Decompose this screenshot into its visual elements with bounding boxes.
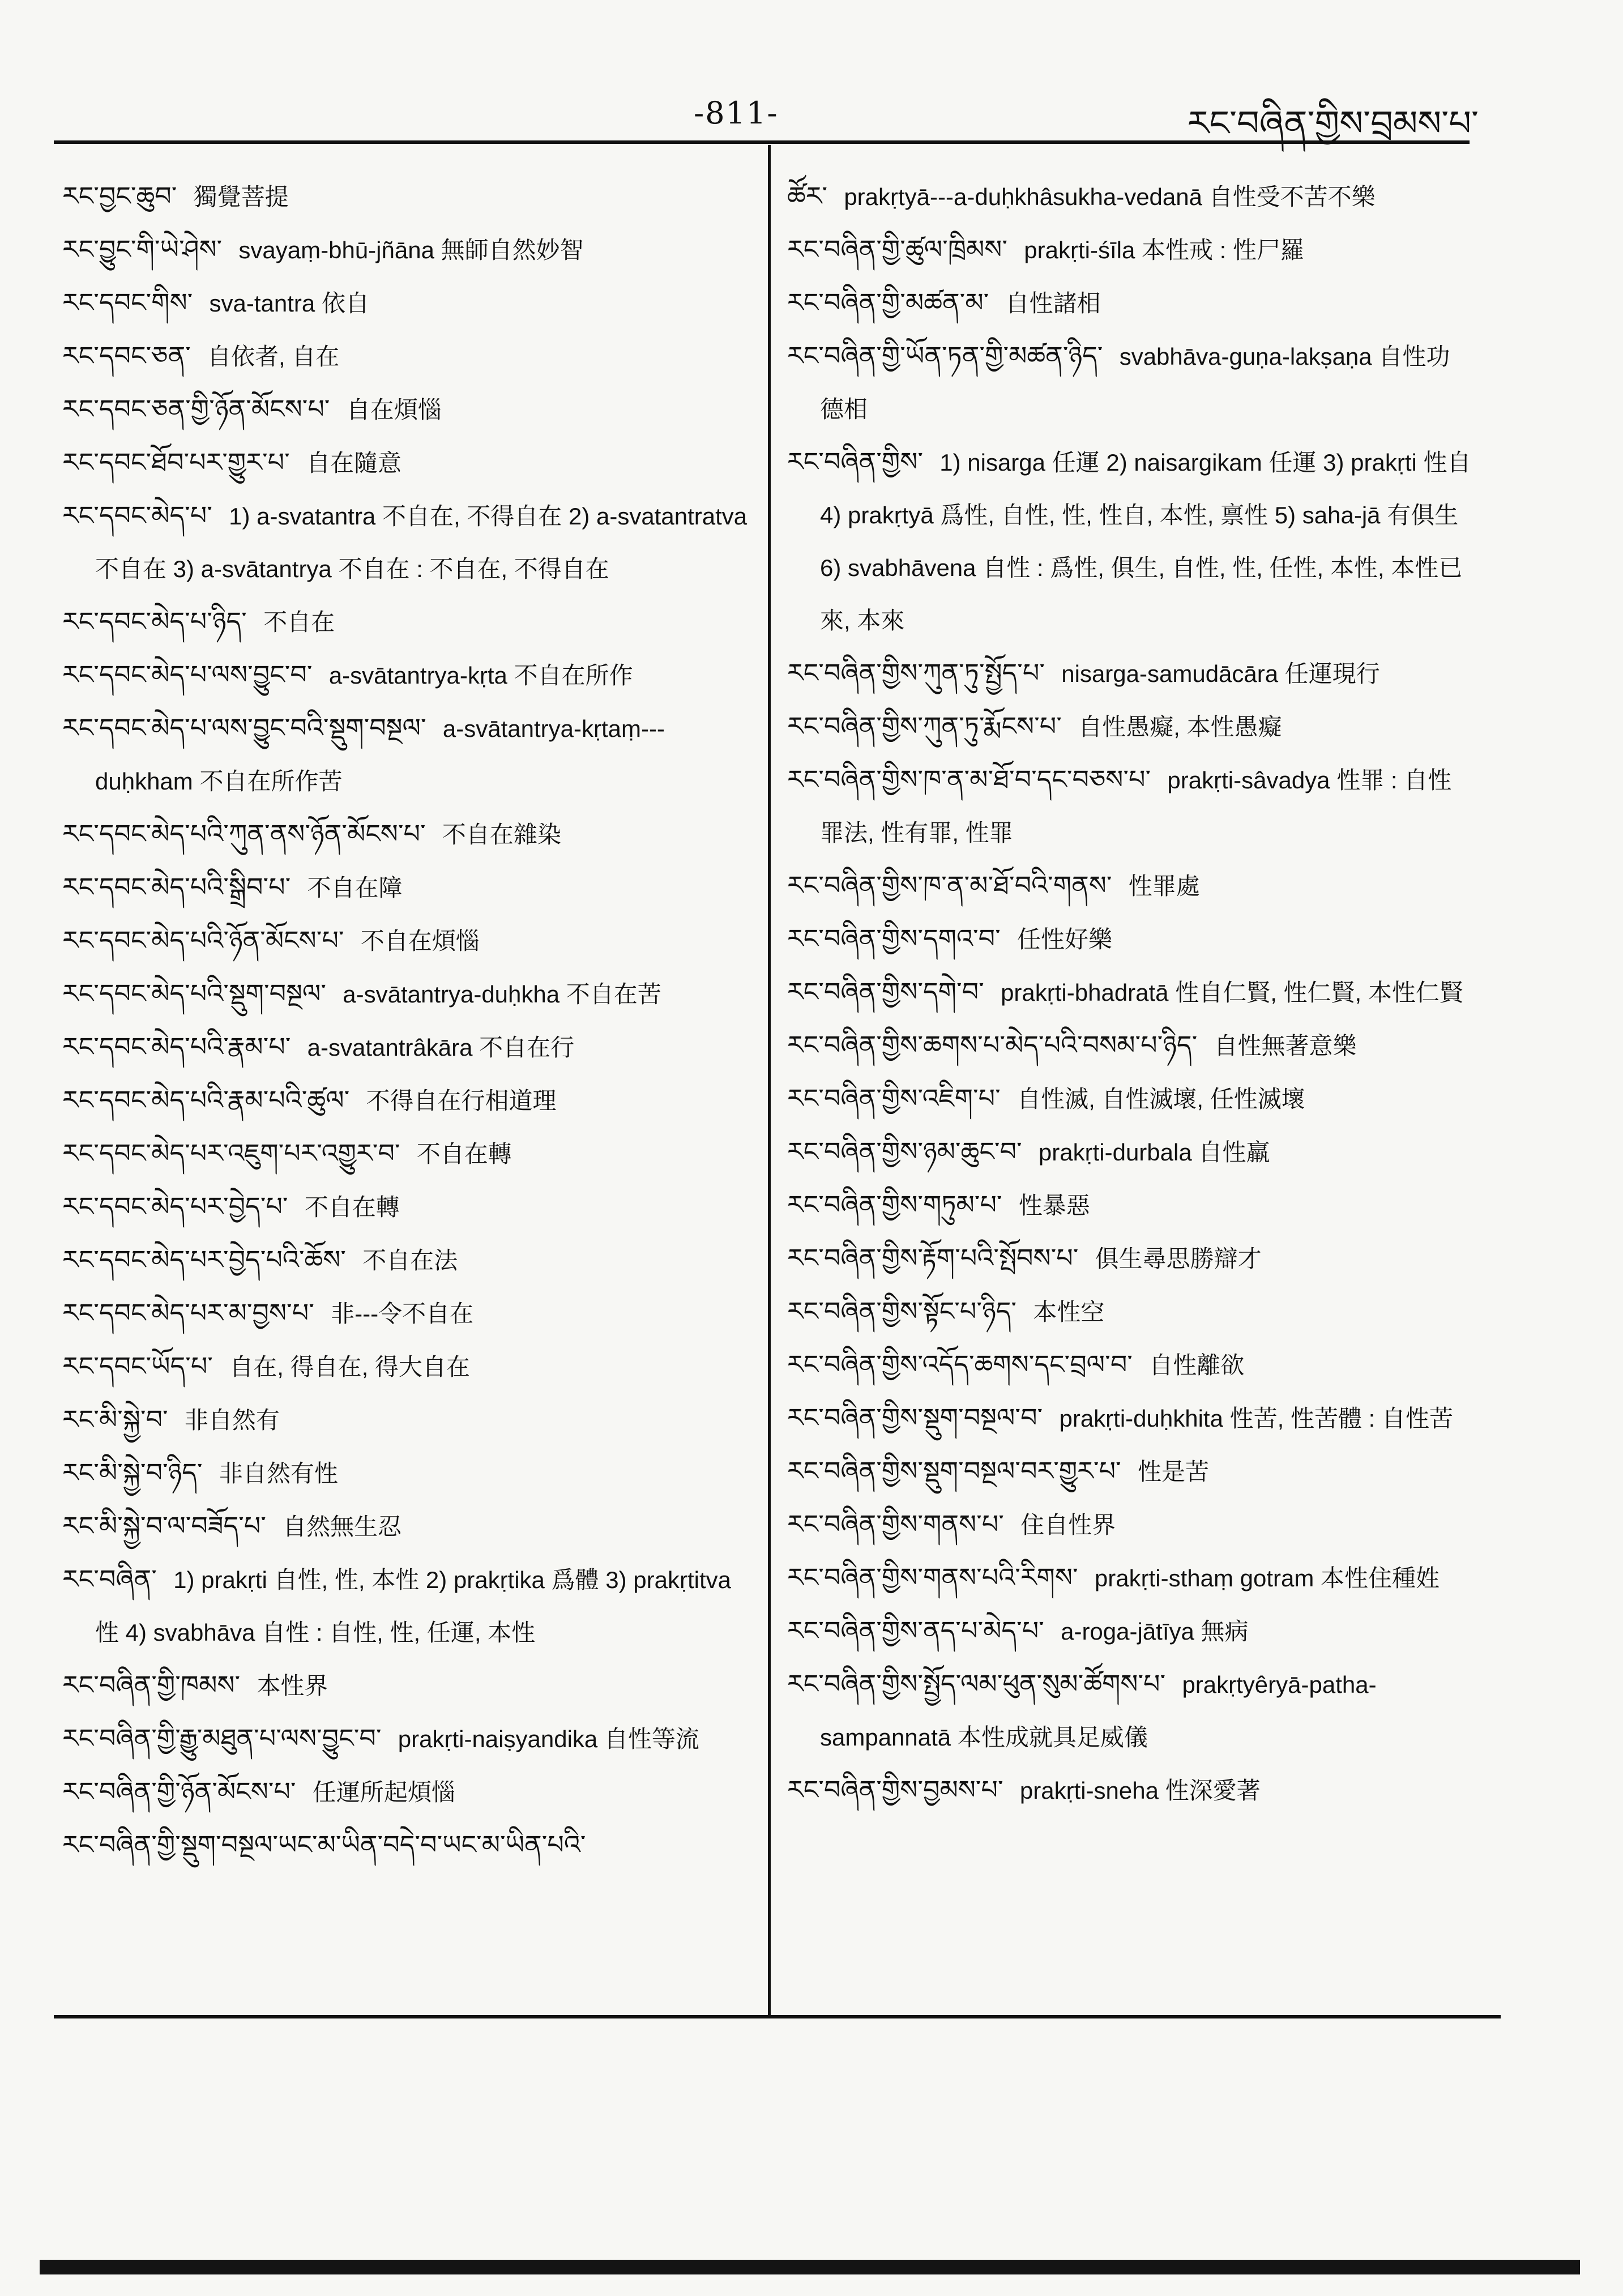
entry-gloss: 任性好樂 xyxy=(1017,926,1113,953)
dictionary-entry xyxy=(62,1659,750,1712)
entry-gloss: 自性滅, 自性滅壞, 任性滅壞 xyxy=(1017,1086,1305,1112)
entry-term: རང་བཞིན་གྱིས་འཇིག་པ་ xyxy=(787,1083,1001,1113)
dictionary-entry xyxy=(62,1127,750,1180)
dictionary-entry xyxy=(62,1234,750,1287)
dictionary-entry xyxy=(787,1392,1472,1445)
dictionary-entry xyxy=(787,1445,1472,1498)
entry-term: རང་དབང་མེད་པ་ལས་བྱུང་བའི་སྡུག་བསྔལ་ xyxy=(62,712,426,743)
dictionary-entry xyxy=(62,1393,750,1446)
dictionary-entry xyxy=(62,330,750,383)
dictionary-entry xyxy=(787,1498,1472,1551)
dictionary-entry xyxy=(787,647,1472,700)
entry-term: རང་དབང་མེད་པ་ལས་བྱུང་བ་ xyxy=(62,659,313,690)
column-divider xyxy=(768,145,771,2017)
entry-term: རང་བཞིན་གྱིས་དགའ་བ་ xyxy=(787,923,1001,954)
dictionary-entry xyxy=(62,1446,750,1500)
entry-gloss: nisarga-samudācāra 任運現行 xyxy=(1061,660,1380,687)
scan-edge-bar xyxy=(40,2260,1580,2274)
entry-term: རང་བཞིན་གྱིས་ནད་པ་མེད་པ་ xyxy=(787,1615,1044,1646)
entry-term: རང་བཞིན་གྱིས་འདོད་ཆགས་དང་བྲལ་བ་ xyxy=(787,1349,1133,1380)
dictionary-entry xyxy=(62,1765,750,1819)
entry-term: རང་བཞིན་གྱིས་གནས་པའི་རིགས་ xyxy=(787,1562,1078,1593)
entry-term: རང་བཞིན་གྱི་རྒྱུ་མཐུན་པ་ལས་བྱུང་བ་ xyxy=(62,1723,382,1753)
dictionary-entry xyxy=(787,1551,1472,1604)
entry-term: རང་བཞིན་གྱིས་རྟོག་པའི་སྤོབས་པ་ xyxy=(787,1243,1079,1273)
entry-gloss: 自性離欲 xyxy=(1149,1352,1245,1379)
dictionary-entry xyxy=(787,1338,1472,1392)
entry-gloss: prakṛti-sneha 性深愛著 xyxy=(1019,1777,1261,1804)
entry-term: རང་བཞིན་གྱིས་ཀུན་ཏུ་རྨོངས་པ་ xyxy=(787,711,1062,741)
dictionary-entry xyxy=(62,808,750,861)
dictionary-entry xyxy=(787,912,1472,966)
dictionary-entry xyxy=(787,859,1472,912)
entry-gloss: sva-tantra 依自 xyxy=(209,290,369,317)
entry-term: རང་བཞིན་གྱིས་ཁ་ན་མ་ཐོ་བའི་གནས་ xyxy=(787,870,1112,901)
entry-term: རང་བཞིན་གྱིས་སྤྱོད་ལམ་ཕུན་སུམ་ཚོགས་པ་ xyxy=(787,1668,1166,1699)
entry-gloss: 1) prakṛti 自性, 性, 本性 2) prakṛtika 爲體 3) prakṛtitva 性 4) svabhāva 自性 : 自性, 性, 任運, 本性 xyxy=(95,1567,731,1646)
entry-gloss: 自依者, 自在 xyxy=(207,343,340,370)
dictionary-entry xyxy=(62,648,750,702)
entry-gloss: a-svātantrya-kṛta 不自在所作 xyxy=(328,662,633,689)
entry-term: རང་བཞིན་གྱིས་ཁ་ན་མ་ཐོ་བ་དང་བཅས་པ་ xyxy=(787,764,1151,795)
entry-term: རང་མི་སྐྱེ་བ་ཉིད་ xyxy=(62,1457,203,1488)
entry-gloss: prakṛti-durbala 自性羸 xyxy=(1038,1139,1270,1166)
entry-gloss: 性暴惡 xyxy=(1018,1192,1090,1219)
entry-gloss: 非自然有性 xyxy=(219,1460,338,1487)
dictionary-entry xyxy=(62,861,750,914)
entry-term: རང་དབང་མེད་པར་འཇུག་པར་འགྱུར་བ་ xyxy=(62,1138,400,1168)
entry-gloss: a-roga-jātīya 無病 xyxy=(1061,1618,1249,1645)
entry-gloss: 自在, 得自在, 得大自在 xyxy=(229,1354,470,1380)
dictionary-entry xyxy=(787,966,1472,1019)
dictionary-entry xyxy=(787,330,1472,436)
dictionary-entry xyxy=(787,753,1472,859)
dictionary-entry xyxy=(787,1179,1472,1232)
entry-term: རང་བཞིན་གྱིས་ཆགས་པ་མེད་པའི་བསམ་པ་ཉིད་ xyxy=(787,1030,1198,1060)
header-rule xyxy=(54,140,1470,144)
entry-term: རང་མི་སྐྱེ་བ་ xyxy=(62,1404,168,1435)
entry-term: རང་བཞིན་གྱིས་ xyxy=(787,446,923,477)
entry-term: རང་བཞིན་གྱིས་སྡུག་བསྔལ་བ་ xyxy=(787,1402,1043,1433)
entry-gloss: 本性界 xyxy=(257,1672,328,1699)
entry-gloss: a-svatantrâkāra 不自在行 xyxy=(307,1034,575,1061)
entry-gloss: 不自在 xyxy=(263,609,335,635)
entry-term: རང་དབང་མེད་པ་ཉིད་ xyxy=(62,606,247,637)
entry-gloss: prakṛti-śīla 本性戒 : 性尸羅 xyxy=(1024,237,1304,263)
dictionary-entry xyxy=(62,595,750,648)
dictionary-entry xyxy=(62,276,750,330)
dictionary-entry xyxy=(62,1074,750,1127)
entry-gloss: 自然無生忍 xyxy=(283,1513,402,1540)
entry-term: རང་དབང་མེད་པར་མ་བྱས་པ་ xyxy=(62,1298,314,1328)
entry-gloss: 不自在轉 xyxy=(304,1194,400,1220)
entry-gloss: 性罪處 xyxy=(1128,873,1200,899)
entry-gloss: prakṛti-duḥkhita 性苦, 性苦體 : 自性苦 xyxy=(1059,1405,1453,1432)
dictionary-entry xyxy=(62,1340,750,1393)
dictionary-entry xyxy=(62,1553,750,1659)
entry-gloss: svayaṃ-bhū-jñāna 無師自然妙智 xyxy=(238,237,584,263)
entry-gloss: 自在煩惱 xyxy=(346,396,442,423)
entry-gloss: 不自在障 xyxy=(307,874,403,901)
entry-term: རང་བཞིན་གྱི་ཉོན་མོངས་པ་ xyxy=(62,1776,296,1807)
dictionary-entry xyxy=(787,276,1472,330)
dictionary-entry xyxy=(787,1658,1472,1764)
dictionary-entry xyxy=(787,1604,1472,1658)
entry-gloss: prakṛtyêryā-patha-sampannatā 本性成就具足威儀 xyxy=(820,1671,1377,1751)
entry-gloss: 非---令不自在 xyxy=(331,1300,474,1327)
entry-term: རང་བཞིན་གྱིས་དགེ་བ་ xyxy=(787,976,984,1007)
entry-gloss: prakṛti-naiṣyandika 自性等流 xyxy=(398,1726,699,1752)
entry-gloss: a-svātantrya-kṛtaṃ---duḥkham 不自在所作苦 xyxy=(95,715,665,795)
entry-term: རང་བཞིན་གྱིས་ཉམ་ཆུང་བ་ xyxy=(787,1136,1022,1167)
entry-term: རང་བཞིན་ xyxy=(62,1564,157,1594)
entry-gloss: 非自然有 xyxy=(184,1407,280,1433)
entry-term: རང་མི་སྐྱེ་བ་ལ་བཟོད་པ་ xyxy=(62,1510,266,1541)
entry-gloss: 自在隨意 xyxy=(306,450,402,476)
right-column xyxy=(787,170,1472,1817)
entry-term: རང་བྱུང་གི་ཡེ་ཤེས་ xyxy=(62,234,223,264)
entry-term: རང་བཞིན་གྱིས་ཀུན་ཏུ་སྤྱོད་པ་ xyxy=(787,658,1045,688)
running-head: རང་བཞིན་གྱིས་བྲམས་པ་ xyxy=(1187,103,1479,144)
entry-term: རང་དབང་མེད་པར་བྱེད་པ་ xyxy=(62,1191,288,1222)
entry-gloss: 自性無著意樂 xyxy=(1214,1032,1357,1059)
entry-gloss: prakṛti-sthaṃ gotram 本性住種姓 xyxy=(1094,1565,1440,1591)
entry-term: རང་དབང་མེད་པའི་ཀུན་ནས་ཉོན་མོངས་པ་ xyxy=(62,818,426,849)
entry-gloss: 性是苦 xyxy=(1137,1458,1209,1485)
entry-gloss: 不自在轉 xyxy=(416,1141,512,1167)
entry-term: རང་དབང་ཡོད་པ་ xyxy=(62,1351,213,1381)
entry-term: རང་དབང་ཅན་གྱི་ཉོན་མོངས་པ་ xyxy=(62,394,330,424)
entry-term: རང་དབང་མེད་པའི་རྣམ་པའི་ཚུལ་ xyxy=(62,1085,350,1115)
dictionary-entry xyxy=(787,1072,1472,1125)
entry-gloss: 俱生尋思勝辯才 xyxy=(1095,1245,1262,1272)
entry-term: རང་བཞིན་གྱི་མཚན་མ་ xyxy=(787,287,989,318)
entry-term: རང་དབང་མེད་པ་ xyxy=(62,500,212,531)
dictionary-entry xyxy=(787,170,1472,223)
entry-term: རང་བྱང་ཆུབ་ xyxy=(62,181,177,211)
entry-gloss: 任運所起煩惱 xyxy=(312,1779,455,1806)
entry-gloss: 不自在煩惱 xyxy=(360,928,480,954)
entry-gloss: prakṛtyā---a-duḥkhâsukha-vedanā 自性受不苦不樂 xyxy=(844,183,1376,210)
entry-gloss: 不得自在行相道理 xyxy=(366,1087,557,1114)
entry-term: རང་བཞིན་གྱིས་གཏུམ་པ་ xyxy=(787,1189,1002,1220)
entry-gloss: 自性諸相 xyxy=(1005,290,1101,317)
entry-term: རང་དབང་ཐོབ་པར་གྱུར་པ་ xyxy=(62,447,290,477)
entry-term: རང་དབང་གིས་ xyxy=(62,287,193,318)
page-number: -811- xyxy=(694,95,779,131)
left-column xyxy=(62,170,750,1872)
dictionary-entry xyxy=(62,1819,750,1872)
entry-term: རང་བཞིན་གྱིས་སྡུག་བསྔལ་བར་གྱུར་པ་ xyxy=(787,1456,1121,1486)
entry-term: རང་དབང་མེད་པའི་ཉོན་མོངས་པ་ xyxy=(62,925,344,955)
entry-term: རང་དབང་མེད་པའི་སྒྲིབ་པ་ xyxy=(62,872,291,902)
dictionary-entry xyxy=(787,223,1472,276)
entry-term: རང་དབང་མེད་པའི་རྣམ་པ་ xyxy=(62,1031,291,1062)
dictionary-entry xyxy=(62,436,750,489)
entry-term: ཚོར་ xyxy=(787,181,828,211)
entry-gloss: prakṛti-bhadratā 性自仁賢, 性仁賢, 本性仁賢 xyxy=(1001,979,1463,1006)
entry-term: རང་བཞིན་གྱི་ཁམས་ xyxy=(62,1670,241,1700)
entry-term: རང་བཞིན་གྱིས་བྱམས་པ་ xyxy=(787,1774,1003,1805)
entry-term: རང་བཞིན་གྱི་སྡུག་བསྔལ་ཡང་མ་ཡིན་བདེ་བ་ཡང་མ་ཡིན་པའི་ xyxy=(62,1829,586,1860)
dictionary-entry xyxy=(62,1712,750,1765)
entry-gloss: prakṛti-sâvadya 性罪 : 自性罪法, 性有罪, 性罪 xyxy=(820,767,1452,846)
entry-term: རང་བཞིན་གྱིས་གནས་པ་ xyxy=(787,1509,1004,1539)
entry-term: རང་བཞིན་གྱིས་སྟོང་པ་ཉིད་ xyxy=(787,1296,1016,1326)
dictionary-entry xyxy=(787,436,1472,647)
entry-gloss: 獨覺菩提 xyxy=(193,183,289,210)
entry-gloss: 自性愚癡, 本性愚癡 xyxy=(1078,714,1282,740)
dictionary-entry xyxy=(787,1125,1472,1179)
entry-term: རང་དབང་ཅན་ xyxy=(62,340,191,371)
dictionary-entry xyxy=(62,383,750,436)
entry-gloss: 本性空 xyxy=(1033,1299,1105,1325)
dictionary-entry xyxy=(62,1500,750,1553)
dictionary-entry xyxy=(787,1764,1472,1817)
entry-gloss: a-svātantrya-duḥkha 不自在苦 xyxy=(343,981,661,1008)
dictionary-entry xyxy=(62,914,750,967)
dictionary-entry xyxy=(62,1180,750,1234)
entry-gloss: 1) nisarga 任運 2) naisargikam 任運 3) prakṛti 性自 4) prakṛtyā 爲性, 自性, 性, 性自, 本性, 禀性 5) saha-jā 有俱生 6) svabhāvena 自性 : 爲性, 俱生, 自性, 性, 任性, 本性, 本性已來, 本來 xyxy=(820,449,1471,634)
dictionary-entry xyxy=(62,1287,750,1340)
dictionary-entry xyxy=(62,1021,750,1074)
entry-gloss: 不自在法 xyxy=(362,1247,458,1274)
dictionary-entry xyxy=(787,1232,1472,1285)
entry-gloss: 住自性界 xyxy=(1020,1512,1116,1538)
dictionary-entry xyxy=(62,223,750,276)
entry-term: རང་བཞིན་གྱི་ཚུལ་ཁྲིམས་ xyxy=(787,234,1008,264)
dictionary-entry xyxy=(62,967,750,1021)
dictionary-entry xyxy=(62,702,750,808)
footer-rule xyxy=(54,2015,1501,2018)
entry-gloss: 1) a-svatantra 不自在, 不得自在 2) a-svatantratva 不自在 3) a-svātantrya 不自在 : 不自在, 不得自在 xyxy=(95,503,748,582)
entry-term: རང་དབང་མེད་པར་བྱེད་པའི་ཆོས་ xyxy=(62,1244,346,1275)
entry-term: རང་དབང་མེད་པའི་སྡུག་བསྔལ་ xyxy=(62,978,326,1009)
dictionary-entry xyxy=(62,170,750,223)
entry-gloss: 不自在雜染 xyxy=(442,821,561,848)
entry-term: རང་བཞིན་གྱི་ཡོན་ཏན་གྱི་མཚན་ཉིད་ xyxy=(787,340,1103,371)
dictionary-entry xyxy=(787,1285,1472,1338)
dictionary-entry xyxy=(787,1019,1472,1072)
dictionary-entry xyxy=(787,700,1472,753)
entry-gloss: svabhāva-guṇa-lakṣaṇa 自性功德相 xyxy=(820,343,1450,423)
dictionary-entry xyxy=(62,489,750,595)
